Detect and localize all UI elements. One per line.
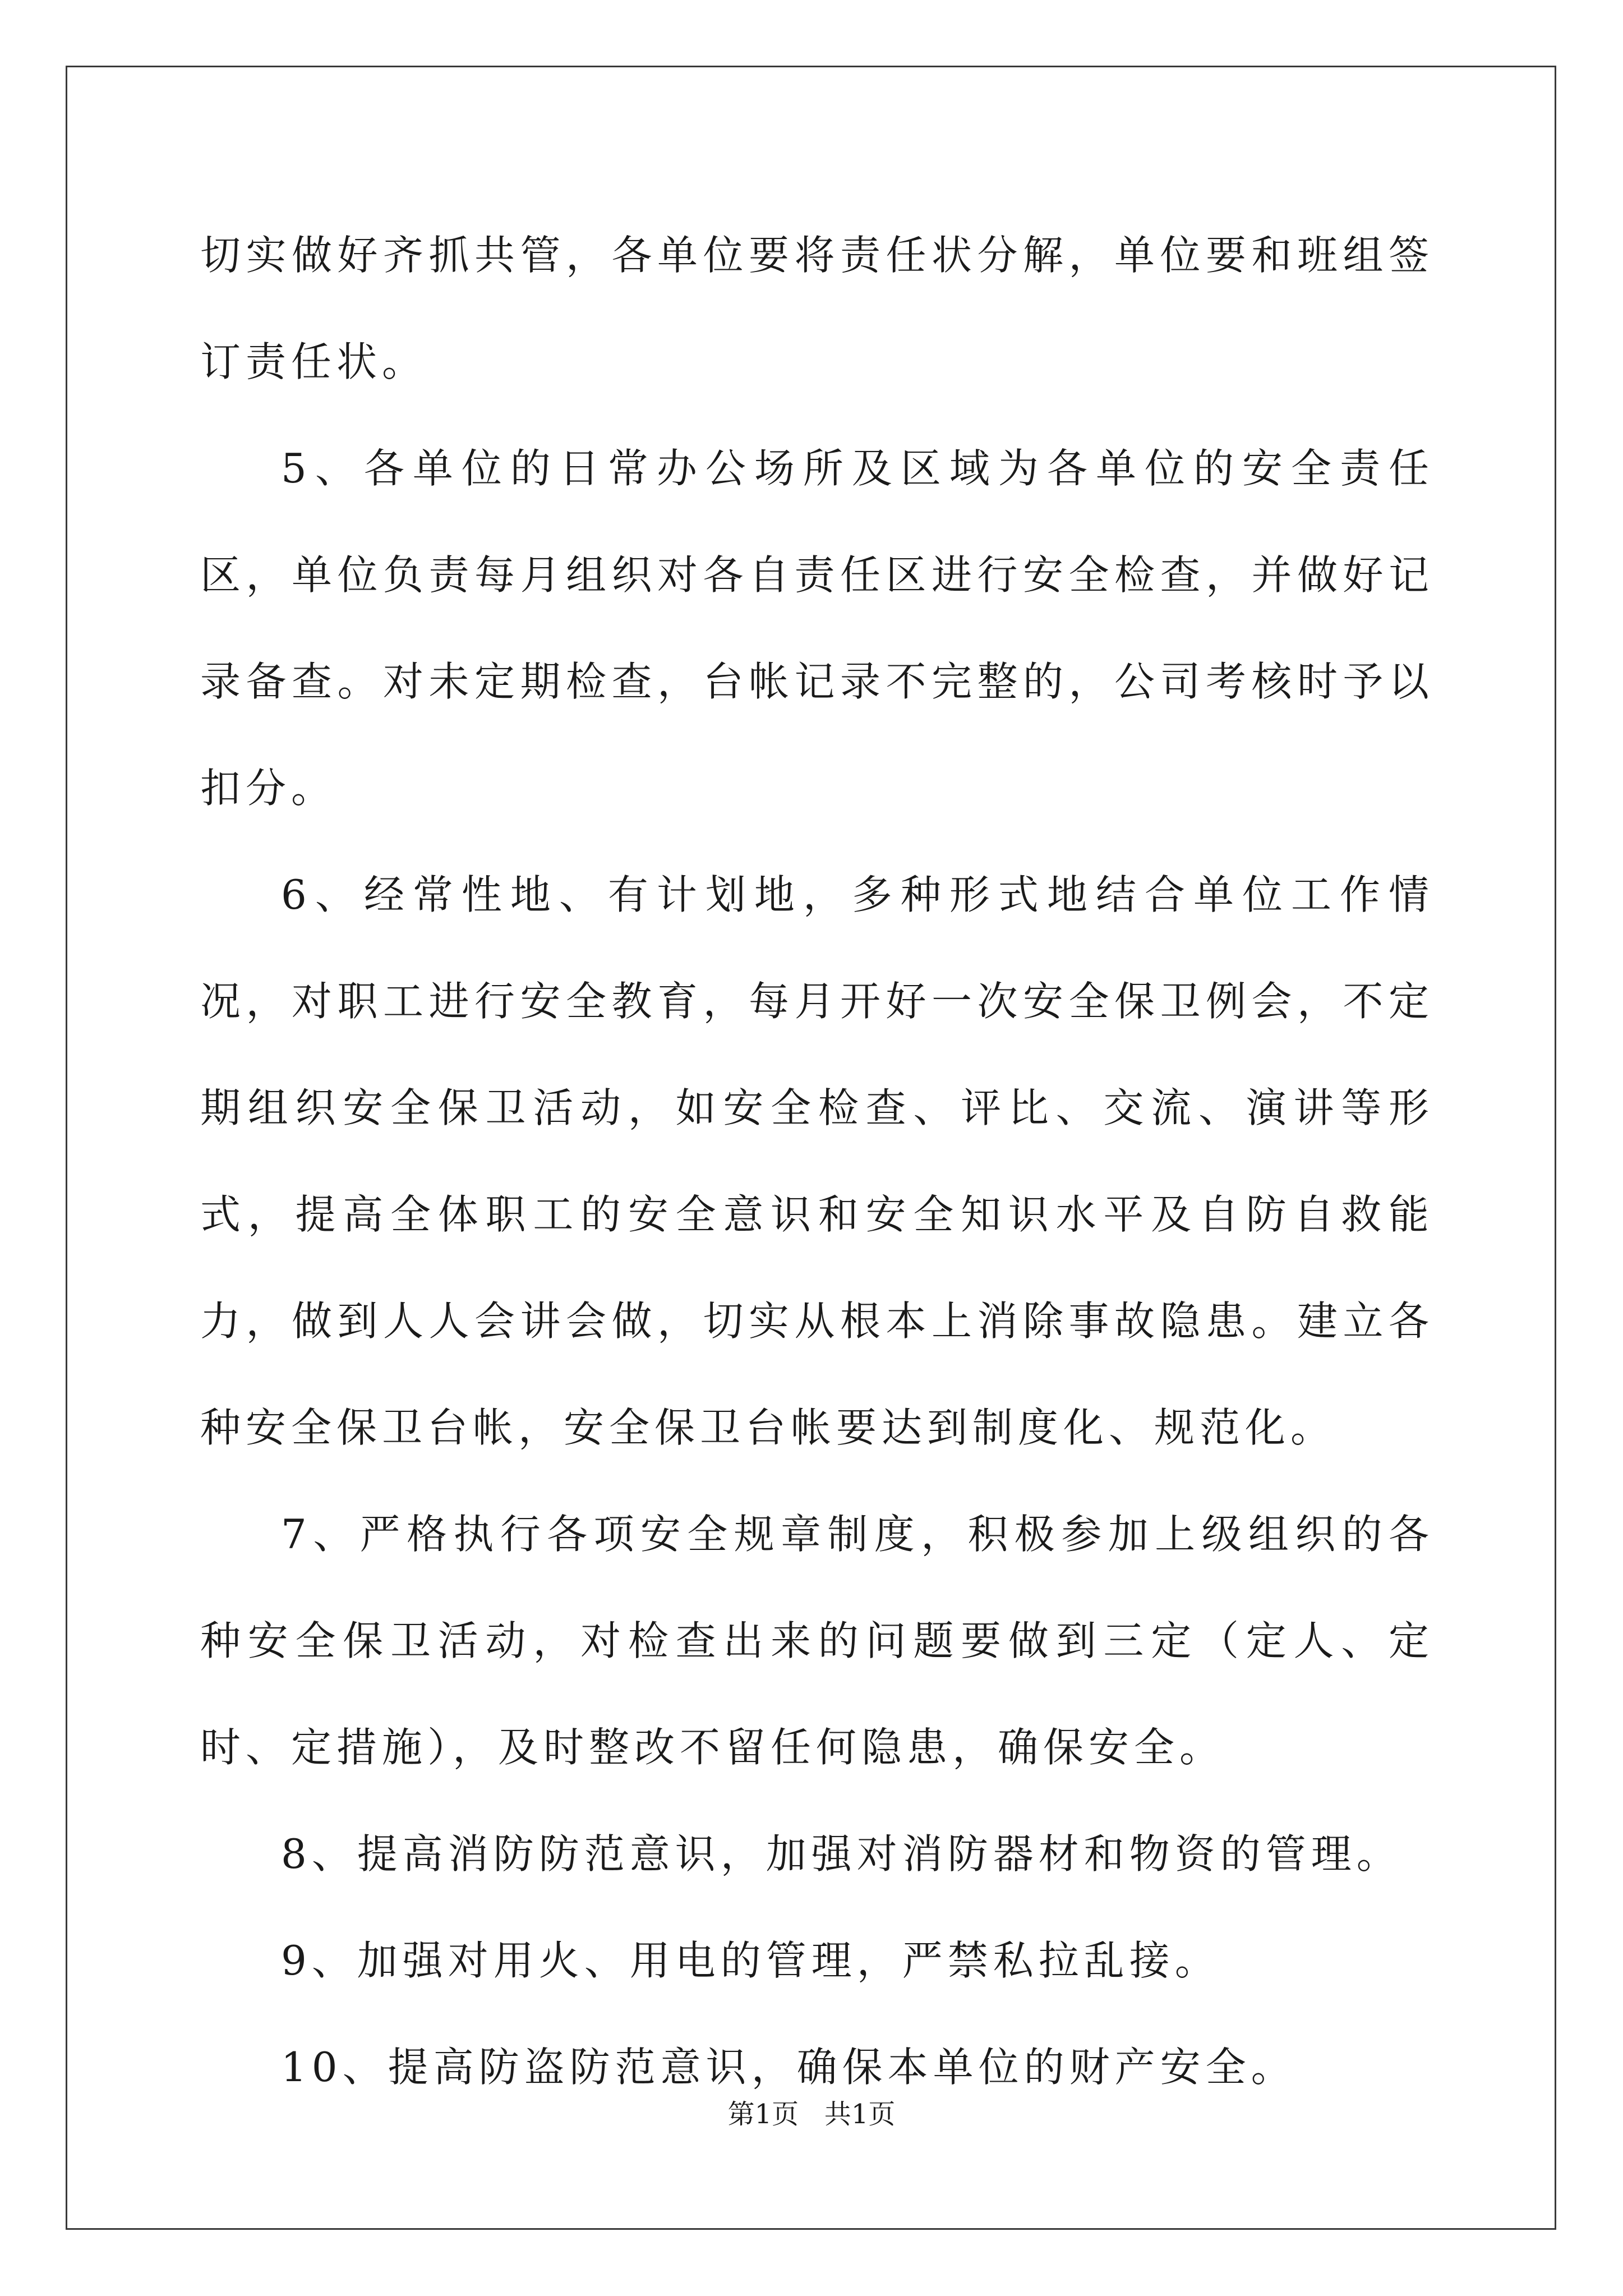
paragraph-item-6: 6、经常性地、有计划地，多种形式地结合单位工作情况，对职工进行安全教育，每月开好一次安全保卫例会，不定期组织安全保卫活动，如安全检查、评比、交流、演讲等形式，提高全体职工的安全意识和安全知识水平及自防自救能力，做到人人会讲会做，切实从根本上消除事故隐患。建立各种安全保卫台帐，安全保卫台帐要达到制度化、规范化。	[200, 871, 1434, 1451]
document-body	[200, 202, 1434, 2120]
paragraph-item-7: 7、严格执行各项安全规章制度，积极参加上级组织的各种安全保卫活动，对检查出来的问题要做到三定（定人、定时、定措施），及时整改不留任何隐患，确保安全。	[200, 1511, 1434, 1771]
page-footer: 第1页 共1页	[727, 2099, 896, 2130]
paragraph-item-8: 8、提高消防防范意识，加强对消防器材和物资的管理。	[281, 1830, 1402, 1878]
paragraph-item-5: 5、各单位的日常办公场所及区域为各单位的安全责任区，单位负责每月组织对各自责任区进行安全检查，并做好记录备查。对未定期检查，台帐记录不完整的，公司考核时予以扣分。	[200, 445, 1434, 812]
paragraph-item-10: 10、提高防盗防范意识，确保本单位的财产安全。	[281, 2044, 1297, 2091]
paragraph-continuation: 切实做好齐抓共管，各单位要将责任状分解，单位要和班组签订责任状。	[200, 232, 1434, 385]
paragraph-item-9: 9、加强对用火、用电的管理，严禁私拉乱接。	[281, 1937, 1220, 1984]
